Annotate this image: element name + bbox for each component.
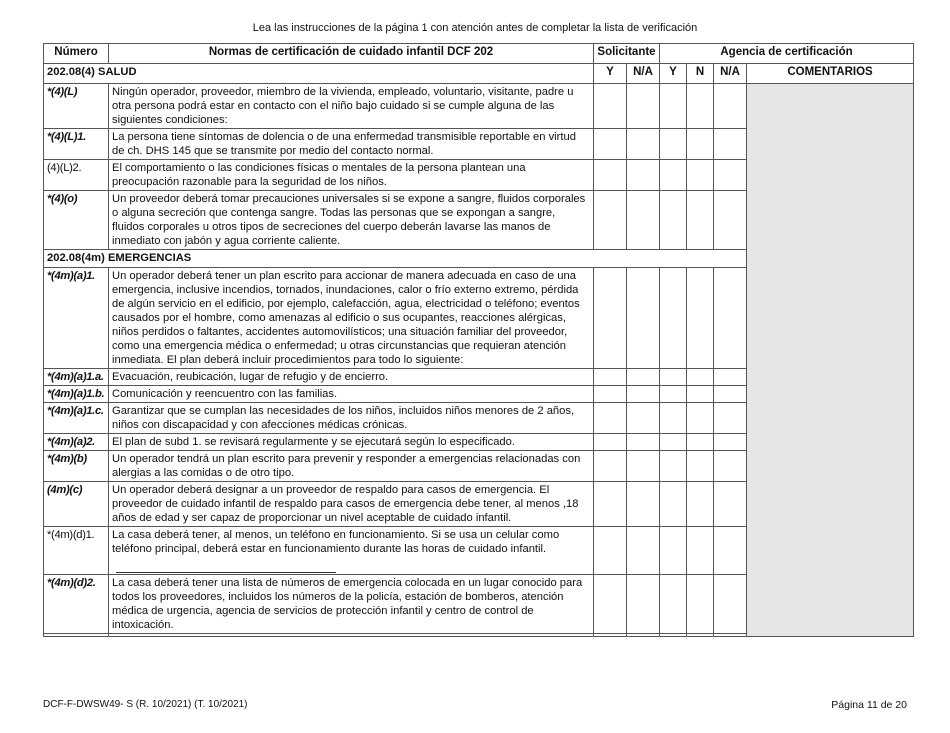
agency-n-cell[interactable] — [687, 403, 714, 434]
agency-n-cell[interactable] — [687, 160, 714, 191]
rule-number: (4m)(c) — [44, 482, 109, 527]
applicant-na-cell[interactable] — [627, 369, 660, 386]
applicant-na-cell[interactable] — [627, 451, 660, 482]
rule-text — [109, 634, 594, 637]
agency-n-cell[interactable] — [687, 482, 714, 527]
applicant-y-cell[interactable] — [594, 451, 627, 482]
applicant-na-cell[interactable] — [627, 634, 660, 637]
backup-name-field[interactable] — [112, 559, 590, 573]
applicant-y-cell[interactable] — [594, 527, 627, 575]
col-agencia-n: N — [687, 64, 714, 84]
rule-number: *(4)(o) — [44, 191, 109, 250]
col-agencia-na: N/A — [714, 64, 747, 84]
applicant-na-cell[interactable] — [627, 129, 660, 160]
col-solicitante-na: N/A — [627, 64, 660, 84]
rule-text-body: La casa deberá tener, al menos, un teléfono en funcionamiento. Si se usa un celular como teléfono principal, deberá estar en funcionamiento durante las horas de cuidado infantil. — [112, 529, 560, 555]
col-agencia: Agencia de certificación — [660, 44, 914, 64]
applicant-y-cell[interactable] — [594, 268, 627, 369]
instructions-note: Lea las instrucciones de la página 1 con atención antes de completar la lista de verificación — [252, 22, 698, 34]
agency-y-cell[interactable] — [660, 386, 687, 403]
rule-number: (4)(L)2. — [44, 160, 109, 191]
agency-na-cell[interactable] — [714, 386, 747, 403]
applicant-y-cell[interactable] — [594, 386, 627, 403]
applicant-y-cell[interactable] — [594, 160, 627, 191]
agency-na-cell[interactable] — [714, 191, 747, 250]
applicant-y-cell[interactable] — [594, 434, 627, 451]
agency-na-cell[interactable] — [714, 434, 747, 451]
agency-na-cell[interactable] — [714, 527, 747, 575]
agency-n-cell[interactable] — [687, 386, 714, 403]
applicant-na-cell[interactable] — [627, 403, 660, 434]
agency-n-cell[interactable] — [687, 634, 714, 637]
applicant-y-cell[interactable] — [594, 84, 627, 129]
rule-text: Un operador deberá tener un plan escrito para accionar de manera adecuada en caso de una emergencia, inclusive incendios, tornados, inundaciones, calor o frío externo extremo, pérdida de algún servicio en el edificio, por ejemplo, calefacción, agua, electricidad o teléfono; eventos causados por el hombre, como amenazas al edificio o sus ocupantes, reacciones alérgicas, niños perdidos o faltantes, accidentes automovilísticos; una situación familiar del proveedor, como una emergencia médica o enfermedad; u otras circunstancias que requieran atención inmediata. El plan deberá incluir procedimientos para todo lo siguiente: — [109, 268, 594, 369]
rule-text: Un proveedor deberá tomar precauciones universales si se expone a sangre, fluidos corporales o alguna secreción que contenga sangre. Todas las personas que se expongan a sangre, fluidos corporales u otros tipos de secreciones del cuerpo deberán lavarse las manos de inmediato con jabón y agua corriente caliente. — [109, 191, 594, 250]
applicant-y-cell[interactable] — [594, 575, 627, 634]
rule-text: Un operador deberá designar a un proveedor de respaldo para casos de emergencia. El proveedor de cuidado infantil de respaldo para casos de emergencia debe tener, al menos ,18 años de edad y ser capaz de proporcionar un nivel aceptable de cuidado infantil. — [109, 482, 594, 527]
agency-n-cell[interactable] — [687, 369, 714, 386]
rule-text: Un operador tendrá un plan escrito para prevenir y responder a emergencias relacionadas con alergias a las comidas o de otro tipo. — [109, 451, 594, 482]
applicant-na-cell[interactable] — [627, 386, 660, 403]
table-row — [44, 84, 914, 129]
rule-text: La persona tiene síntomas de dolencia o de una enfermedad transmisible reportable en virtud de ch. DHS 145 que se transmite por medio del contacto normal. — [109, 129, 594, 160]
rule-text: Evacuación, reubicación, lugar de refugio y de encierro. — [109, 369, 594, 386]
col-solicitante: Solicitante — [594, 44, 660, 64]
applicant-y-cell[interactable] — [594, 403, 627, 434]
agency-na-cell[interactable] — [714, 129, 747, 160]
agency-n-cell[interactable] — [687, 191, 714, 250]
agency-y-cell[interactable] — [660, 527, 687, 575]
agency-y-cell[interactable] — [660, 575, 687, 634]
rule-number: *(4m)(a)1.a. — [44, 369, 109, 386]
agency-na-cell[interactable] — [714, 369, 747, 386]
applicant-y-cell[interactable] — [594, 129, 627, 160]
agency-y-cell[interactable] — [660, 369, 687, 386]
rule-number: *(4m)(b) — [44, 451, 109, 482]
certification-checklist-table — [43, 43, 914, 637]
col-normas: Normas de certificación de cuidado infantil DCF 202 — [109, 44, 594, 64]
agency-na-cell[interactable] — [714, 575, 747, 634]
agency-n-cell[interactable] — [687, 268, 714, 369]
agency-n-cell[interactable] — [687, 575, 714, 634]
agency-na-cell[interactable] — [714, 482, 747, 527]
agency-y-cell[interactable] — [660, 634, 687, 637]
page-number: Página 11 de 20 — [831, 699, 907, 711]
comments-cell[interactable] — [747, 84, 914, 637]
agency-y-cell[interactable] — [660, 160, 687, 191]
rule-number: *(4m)(d)2. — [44, 575, 109, 634]
rule-text: Comunicación y reencuentro con las familias. — [109, 386, 594, 403]
applicant-na-cell[interactable] — [627, 434, 660, 451]
agency-na-cell[interactable] — [714, 160, 747, 191]
applicant-y-cell[interactable] — [594, 369, 627, 386]
rule-text: El plan de subd 1. se revisará regularmente y se ejecutará según lo especificado. — [109, 434, 594, 451]
backup-name-blank[interactable] — [116, 561, 336, 573]
rule-number: *(4m)(a)1.b. — [44, 386, 109, 403]
agency-na-cell[interactable] — [714, 451, 747, 482]
agency-y-cell[interactable] — [660, 451, 687, 482]
agency-na-cell[interactable] — [714, 634, 747, 637]
form-id: DCF-F-DWSW49- S (R. 10/2021) (T. 10/2021) — [43, 699, 248, 710]
col-comentarios: COMENTARIOS — [747, 64, 914, 84]
section-title: 202.08(4m) EMERGENCIAS — [44, 250, 747, 268]
applicant-y-cell[interactable] — [594, 634, 627, 637]
rule-text: El comportamiento o las condiciones físicas o mentales de la persona plantean una preocupación razonable para la seguridad de los niños. — [109, 160, 594, 191]
agency-na-cell[interactable] — [714, 403, 747, 434]
rule-number: *(4)(L)1. — [44, 129, 109, 160]
rule-text: Garantizar que se cumplan las necesidades de los niños, incluidos niños menores de 2 años, niños con discapacidad y con afecciones médicas crónicas. — [109, 403, 594, 434]
col-solicitante-y: Y — [594, 64, 627, 84]
agency-n-cell[interactable] — [687, 527, 714, 575]
rule-text: Ningún operador, proveedor, miembro de la vivienda, empleado, voluntario, visitante, padre u otra persona podrá estar en contacto con el niño bajo cuidado si se cumple alguna de las siguientes condiciones: — [109, 84, 594, 129]
agency-n-cell[interactable] — [687, 129, 714, 160]
rule-number: *(4m)(a)1. — [44, 268, 109, 369]
rule-number — [44, 634, 109, 637]
agency-y-cell[interactable] — [660, 434, 687, 451]
applicant-na-cell[interactable] — [627, 268, 660, 369]
rule-number: *(4m)(d)1. — [44, 527, 109, 575]
applicant-na-cell[interactable] — [627, 160, 660, 191]
applicant-y-cell[interactable] — [594, 482, 627, 527]
agency-y-cell[interactable] — [660, 403, 687, 434]
col-numero: Número — [44, 44, 109, 64]
agency-y-cell[interactable] — [660, 268, 687, 369]
agency-na-cell[interactable] — [714, 84, 747, 129]
applicant-na-cell[interactable] — [627, 527, 660, 575]
applicant-na-cell[interactable] — [627, 191, 660, 250]
rule-number: *(4)(L) — [44, 84, 109, 129]
agency-na-cell[interactable] — [714, 268, 747, 369]
agency-y-cell[interactable] — [660, 191, 687, 250]
rule-text: La casa deberá tener una lista de números de emergencia colocada en un lugar conocido para todos los proveedores, incluidos los números de la policía, estación de bomberos, atención médica de urgencia, agencia de servicios de protección infantil y centro de control de intoxicación. — [109, 575, 594, 634]
applicant-na-cell[interactable] — [627, 482, 660, 527]
col-agencia-y: Y — [660, 64, 687, 84]
section-header-salud — [44, 64, 914, 84]
applicant-na-cell[interactable] — [627, 575, 660, 634]
rule-text — [109, 527, 594, 575]
agency-n-cell[interactable] — [687, 451, 714, 482]
agency-y-cell[interactable] — [660, 482, 687, 527]
rule-number: *(4m)(a)2. — [44, 434, 109, 451]
agency-y-cell[interactable] — [660, 129, 687, 160]
applicant-y-cell[interactable] — [594, 191, 627, 250]
agency-n-cell[interactable] — [687, 84, 714, 129]
agency-n-cell[interactable] — [687, 434, 714, 451]
applicant-na-cell[interactable] — [627, 84, 660, 129]
section-title: 202.08(4) SALUD — [44, 64, 594, 84]
rule-number: *(4m)(a)1.c. — [44, 403, 109, 434]
agency-y-cell[interactable] — [660, 84, 687, 129]
